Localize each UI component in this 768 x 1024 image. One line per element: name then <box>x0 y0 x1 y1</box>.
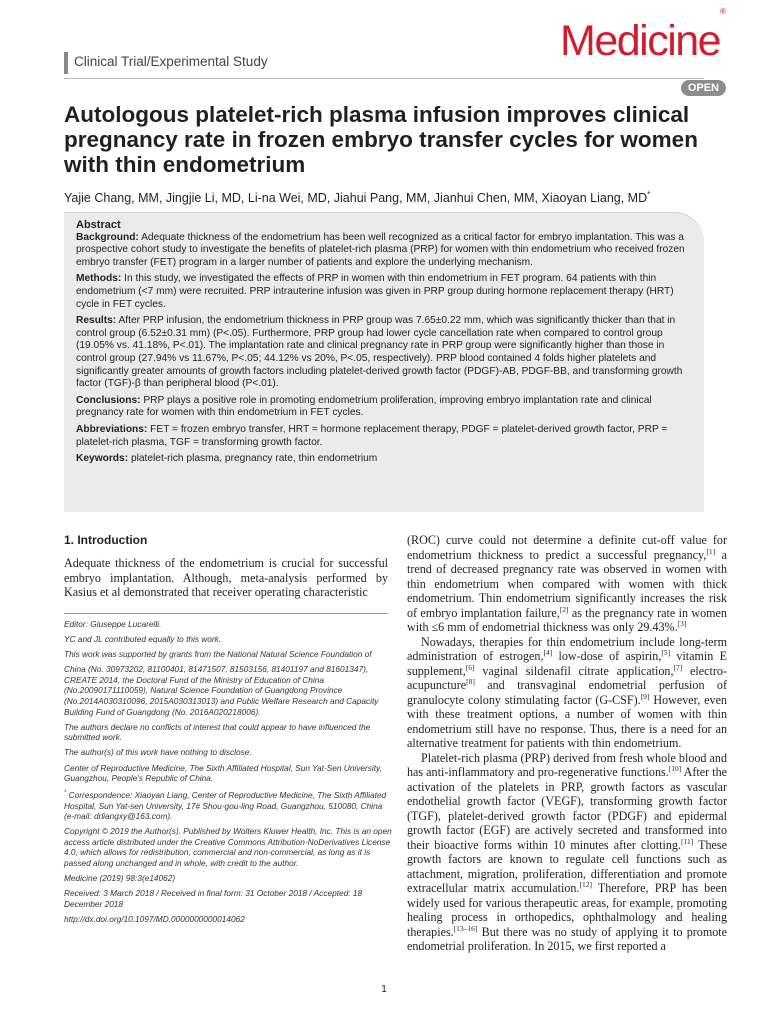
text-run: Platelet-rich plasma (PRP) derived from fresh whole blood and has anti-inflammatory and pro-regenerative functions. <box>407 750 727 779</box>
footnote-funding-1: This work was supported by grants from the National Natural Science Foundation of <box>64 649 372 660</box>
abbreviations-text: FET = frozen embryo transfer, HRT = hormone replacement therapy, PDGF = platelet-derived growth factor, PRP = platelet-rich plasma, TGF = transforming growth factor. <box>76 423 668 448</box>
open-access-badge: OPEN <box>681 80 726 96</box>
intro-paragraph-3 <box>407 751 727 954</box>
header-rule <box>64 78 704 79</box>
citation-ref[interactable]: [12] <box>579 879 592 889</box>
abstract-background <box>76 232 694 270</box>
text-run: low-dose of aspirin, <box>552 649 662 663</box>
footnotes <box>64 619 392 929</box>
correspondence-mark: * <box>64 790 67 797</box>
intro-body-right <box>407 533 727 954</box>
text-run: vitamin E supplement, <box>407 649 727 678</box>
corresponding-author-mark: * <box>647 190 651 199</box>
abstract-methods <box>76 273 694 311</box>
text-run: vaginal sildenafil citrate application, <box>474 663 674 678</box>
abstract-heading: Abstract <box>76 219 121 231</box>
footnote-equal-contribution: YC and JL contributed equally to this work. <box>64 634 222 645</box>
citation-ref[interactable]: [3] <box>677 618 687 628</box>
abstract-conclusions <box>76 395 694 420</box>
methods-label: Methods: <box>76 273 122 285</box>
citation-ref[interactable]: [11] <box>680 836 694 846</box>
section-label: Clinical Trial/Experimental Study <box>74 54 268 69</box>
text-run: Nowadays, therapies for thin endometrium include long-term administration of estrogen, <box>407 634 727 663</box>
intro-paragraph-2 <box>407 635 727 751</box>
footnote-disclosure: The author(s) of this work have nothing to disclose. <box>64 747 252 758</box>
registered-mark: ® <box>720 6 726 16</box>
text-run: After the activation of the platelets in PRP, growth factors as vascular endothelial growth factor (VEGF), transforming growth factor (TGF), platelet-derived growth factor (PDGF) and epidermal growth factor (EGF) are actively secreted and transformed into their bioactive forms within 10 minutes after clotting. <box>407 765 727 852</box>
intro-paragraph-1: Adequate thickness of the endometrium is crucial for successful embryo implantation. Although, meta-analysis performed by Kasius et al demonstrated that receiver operating characteristic <box>64 556 388 599</box>
background-text: Adequate thickness of the endometrium has been well recognized as a critical factor for embryo implantation. This was a prospective cohort study to investigate the benefits of platelet-rich plasma (PRP) for women with thin endometrium who received frozen embryo transfer (FET) program in a larger number of patients and explore the underlying mechanism. <box>76 231 685 268</box>
text-run: These growth factors are known to regulate cell functions such as attachment, migration, proliferation, differentiation and promote extracellular matrix accumulation. <box>407 837 727 895</box>
text-run: However, even with these treatment options, a number of women with thin endometrium still have no response. Thus, there is a need for an alternative treatment for patients with thin endometrium. <box>407 692 727 750</box>
conclusions-label: Conclusions: <box>76 394 141 406</box>
author-list <box>64 190 650 205</box>
citation-ref[interactable]: [4] <box>543 647 553 657</box>
section-heading-introduction: 1. Introduction <box>64 533 148 547</box>
background-label: Background: <box>76 231 139 243</box>
results-text: After PRP infusion, the endometrium thickness in PRP group was 7.65±0.22 mm, which was significantly thicker than that in control group (6.52±0.31 mm) (P<.05). Furthermore, PRP group had lower cycle cancellation rate when compared to control group (19.05% vs. 41.18%, P<.01). The implantation rate and clinical pregnancy rate in PRP group were significantly higher than those in control group (27.94% vs 11.67%, P<.05; 44.12% vs 20%, P<.05, respectively). PRP blood contained 4 folds higher platelets and significantly greater amounts of growth factors including platelet-derived growth factor (PDGF)-AB, PDGF-BB, and transforming growth factor (TGF)-β than peripheral blood (P<.01). <box>76 315 683 390</box>
citation-ref[interactable]: [7] <box>673 662 683 672</box>
correspondence-text: Correspondence: Xiaoyan Liang, Center of Reproductive Medicine, The Sixth Affiliated Hospital, Sun Yat-sen University, 17# Shou-gou-ling Road, Guangzhou, 510080, China (e-mail: drliangxy@163.com). <box>64 789 387 822</box>
conclusions-text: PRP plays a positive role in promoting endometrium proliferation, improving embryo implantation rate and clinical pregnancy rate for women with thin endometrium in FET cycles. <box>76 394 652 419</box>
footnote-editor: Editor: Giuseppe Lucarelli. <box>64 619 162 629</box>
authors-text: Yajie Chang, MM, Jingjie Li, MD, Li-na Wei, MD, Jiahui Pang, MM, Jianhui Chen, MM, Xiaoyan Liang, MD <box>64 191 648 206</box>
journal-name: Medicine <box>560 17 721 65</box>
right-column <box>407 533 727 954</box>
intro-paragraph-1-cont <box>407 533 727 635</box>
text-run: as the pregnancy rate in women with ≤6 mm of endometrial thickness was only 29.43%. <box>407 605 727 634</box>
footnote-rule <box>64 613 388 614</box>
footnote-received: Received: 3 March 2018 / Received in final form: 31 October 2018 / Accepted: 18 December 2018 <box>64 888 363 909</box>
citation-ref[interactable]: [6] <box>465 662 475 672</box>
abstract-abbreviations <box>76 424 694 449</box>
keywords-text: platelet-rich plasma, pregnancy rate, thin endometrium <box>130 453 378 465</box>
citation-ref[interactable]: [13–16] <box>453 923 478 933</box>
footnote-copyright: Copyright © 2019 the Author(s). Published by Wolters Kluwer Health, Inc. This is an open access article distributed under the Creative Commons Attribution-NoDerivatives License 4.0, which allows for redistribution, commercial and non-commercial, as long as it is passed along unchanged and in whole, with credit to the author. <box>64 826 392 869</box>
text-run: But there was no study of applying it to promote endometrial proliferation. In 2015, we first reported a <box>407 924 727 953</box>
citation-ref[interactable]: [8] <box>466 676 475 686</box>
footnote-conflicts: The authors declare no conflicts of interest that could appear to have influenced the submitted work. <box>64 721 371 743</box>
intro-body-left <box>64 556 388 600</box>
citation-ref[interactable]: [10] <box>668 763 682 773</box>
footnote-funding-2: China (No. 30973202, 81100401, 81471507, 81503156, 81401197 and 81601347), CREATE 2014, the Doctoral Fund of the Ministry of Education of China (No.20090171110059), Natural Science Foundation of Guangdong Province (No.2014A030310096, 2015A030313013) and Public Welfare Research and Capacity Building Fund of Guangdong (No. 2016A020218006). <box>64 664 379 717</box>
abstract-keywords <box>76 453 694 466</box>
methods-text: In this study, we investigated the effects of PRP in women with thin endometrium in FET program. 64 patients with thin endometrium (<7 mm) were recruited. PRP intrauterine infusion was given in PRP group during hormone replacement therapy (HRT) cycle in FET cycles. <box>76 273 674 310</box>
text-run: Therefore, PRP has been widely used for various therapeutic areas, for example, promoting healing process in orthopedics, ophthalmology and healing therapies. <box>407 881 727 939</box>
citation-ref[interactable]: [2] <box>559 604 569 614</box>
results-label: Results: <box>76 315 117 327</box>
footnote-citation: Medicine (2019) 98:3(e14062) <box>64 873 176 884</box>
journal-logo <box>560 6 726 65</box>
text-run: electro-acupuncture <box>407 663 727 692</box>
text-run: a trend of decreased pregnancy rate was observed in women with thin endometrium when compared with women with thick endometrium. Thin endometrium significantly increases the risk of embryo implantation failure, <box>407 547 727 620</box>
text-run: and transvaginal endometrial perfusion of granulocyte colony stimulating factor (G-CSF). <box>407 678 727 707</box>
citation-ref[interactable]: [1] <box>706 546 716 556</box>
article-title: Autologous platelet-rich plasma infusion improves clinical pregnancy rate in frozen embryo transfer cycles for women with thin endometrium <box>64 102 698 177</box>
footnote-affiliation: Center of Reproductive Medicine, The Sixth Affiliated Hospital, Sun Yat-Sen University, Guangzhou, People's Republic of China. <box>64 762 382 784</box>
abstract-results <box>76 315 694 391</box>
abstract-box <box>64 212 704 512</box>
footnote-doi[interactable]: http://dx.doi.org/10.1097/MD.0000000000014062 <box>64 913 245 924</box>
section-label-bar <box>64 52 68 74</box>
footnote-correspondence <box>64 788 392 822</box>
citation-ref[interactable]: [9] <box>640 691 650 701</box>
text-run: (ROC) curve could not determine a definite cut-off value for endometrium thickness to predict a successful pregnancy, <box>407 533 727 562</box>
left-column <box>64 533 388 600</box>
page-number: 1 <box>381 984 387 995</box>
keywords-label: Keywords: <box>76 453 129 465</box>
citation-ref[interactable]: [5] <box>661 647 671 657</box>
abbreviations-label: Abbreviations: <box>76 423 148 435</box>
